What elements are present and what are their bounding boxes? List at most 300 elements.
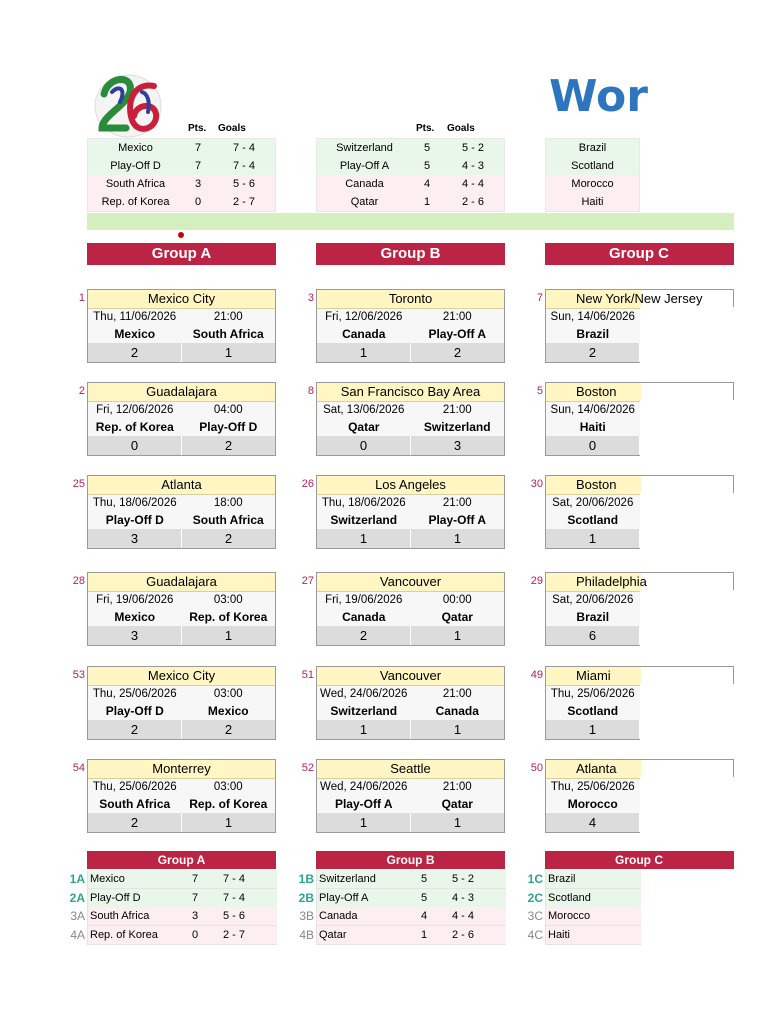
match-date: Wed, 24/06/2026 (320, 688, 408, 700)
home-score[interactable]: 2 (88, 343, 182, 362)
summary-points: 4 (421, 910, 428, 922)
match-date: Sun, 14/06/2026 (550, 311, 635, 323)
match-teams (88, 419, 275, 436)
viewport-cutoff (640, 400, 734, 456)
match-datetime (88, 779, 275, 796)
match-score (88, 720, 275, 739)
match-venue: San Francisco Bay Area (317, 383, 504, 402)
away-score[interactable]: 2 (224, 531, 233, 546)
summary-position: 4B (299, 927, 314, 942)
goals: 2 - 7 (232, 196, 255, 208)
match-card-wrap (545, 475, 734, 549)
home-team: Rep. of Korea (95, 420, 174, 434)
summary-position: 1B (298, 872, 314, 886)
match-teams (317, 796, 504, 813)
match-date: Thu, 18/06/2026 (92, 497, 177, 509)
summary-position: 2B (298, 890, 314, 905)
home-score[interactable]: 1 (317, 720, 411, 739)
match-venue: Philadelphia (546, 573, 641, 592)
match-venue: Miami (546, 667, 641, 686)
match-card[interactable] (316, 759, 505, 833)
standings-row (317, 175, 505, 193)
home-score[interactable]: 3 (88, 529, 182, 548)
standings-row (546, 193, 640, 212)
home-score[interactable]: 0 (317, 436, 411, 455)
tournament-logo (90, 72, 166, 138)
match-card[interactable] (87, 759, 276, 833)
match-score (317, 529, 504, 548)
team-name: Scotland (571, 160, 614, 172)
match-number: 5 (536, 385, 543, 397)
points: 3 (194, 178, 202, 190)
points: 4 (423, 178, 431, 190)
summary-points: 1 (421, 928, 428, 941)
match-teams (317, 609, 504, 626)
summary-row (545, 870, 641, 889)
match-card[interactable] (316, 666, 505, 740)
match-number: 25 (72, 478, 85, 490)
summary-team: Rep. of Korea (90, 928, 158, 941)
summary-goals: 4 - 4 (452, 910, 475, 922)
match-card-wrap (316, 759, 505, 833)
away-score[interactable]: 1 (224, 815, 233, 830)
match-date: Sat, 20/06/2026 (552, 594, 634, 606)
summary-row (545, 926, 641, 945)
summary-team: Switzerland (319, 873, 376, 885)
match-card-wrap (316, 289, 505, 363)
summary-team: Brazil (548, 873, 576, 885)
team-name: Haiti (581, 196, 604, 208)
summary-goals: 5 - 6 (223, 910, 246, 922)
match-score (317, 720, 504, 739)
home-team: Morocco (567, 797, 618, 811)
match-time: 21:00 (442, 311, 472, 323)
match-number: 54 (72, 762, 85, 774)
summary-row (545, 889, 641, 908)
away-score[interactable]: 2 (224, 438, 233, 453)
away-team: Canada (435, 704, 479, 718)
match-datetime (317, 686, 504, 703)
match-date: Thu, 11/06/2026 (93, 311, 177, 323)
match-datetime (88, 495, 275, 512)
summary-team: Play-Off D (90, 891, 141, 904)
team-name: Mexico (118, 142, 153, 154)
match-card[interactable] (87, 382, 276, 456)
match-score (88, 626, 275, 645)
match-score (317, 626, 504, 645)
summary-goals: 5 - 2 (452, 873, 475, 885)
goals: 5 - 6 (232, 178, 255, 190)
summary-goals: 2 - 6 (452, 928, 475, 941)
away-team: Rep. of Korea (189, 610, 268, 624)
standings-row (317, 139, 505, 158)
away-team: Switzerland (423, 420, 491, 434)
standings-row (317, 193, 505, 212)
logo-26-icon (90, 72, 166, 138)
home-score[interactable]: 1 (546, 720, 640, 739)
points: 5 (423, 142, 431, 154)
match-number: 7 (536, 292, 543, 304)
match-card-wrap (87, 759, 276, 833)
home-score[interactable]: 4 (546, 813, 640, 832)
points: 7 (194, 142, 202, 154)
match-time: 00:00 (442, 594, 472, 606)
summary-row (316, 926, 506, 945)
match-card[interactable] (87, 475, 276, 549)
standings-table-group-b (316, 138, 505, 212)
match-time: 03:00 (213, 781, 243, 793)
away-team: South Africa (192, 327, 264, 341)
summary-team: Scotland (548, 891, 591, 904)
home-team: Switzerland (330, 704, 398, 718)
match-number: 49 (530, 669, 543, 681)
match-datetime (88, 592, 275, 609)
separator-bar (87, 213, 734, 230)
match-number: 1 (78, 292, 85, 304)
summary-team: Morocco (548, 910, 591, 922)
match-score (88, 343, 275, 362)
home-score[interactable]: 2 (88, 813, 182, 832)
away-score[interactable]: 1 (224, 628, 233, 643)
match-time: 03:00 (213, 594, 243, 606)
team-name: Canada (345, 178, 384, 190)
standings-row (546, 157, 640, 175)
match-teams (317, 512, 504, 529)
home-score[interactable]: 0 (546, 436, 640, 455)
match-score (88, 529, 275, 548)
match-venue: Vancouver (317, 667, 504, 686)
match-number: 8 (307, 385, 314, 397)
match-venue: Mexico City (88, 290, 275, 309)
match-card-wrap (316, 666, 505, 740)
match-date: Sun, 14/06/2026 (550, 404, 635, 416)
standings-row (317, 157, 505, 175)
match-time: 21:00 (442, 404, 472, 416)
match-teams (88, 326, 275, 343)
match-datetime (317, 309, 504, 326)
standings-row (546, 139, 640, 158)
viewport-cutoff (640, 493, 734, 549)
match-card[interactable] (316, 289, 505, 363)
summary-row (87, 907, 277, 926)
match-score (317, 343, 504, 362)
match-venue: Vancouver (317, 573, 504, 592)
away-score[interactable]: 1 (453, 531, 462, 546)
match-datetime (88, 686, 275, 703)
match-time: 21:00 (442, 497, 472, 509)
match-datetime (317, 495, 504, 512)
match-time: 21:00 (213, 311, 243, 323)
home-score[interactable]: 2 (88, 720, 182, 739)
team-name: Morocco (571, 178, 614, 190)
summary-points: 3 (192, 910, 199, 922)
away-score[interactable]: 1 (224, 345, 233, 360)
match-teams (317, 326, 504, 343)
group-a-header: Group A (87, 243, 276, 265)
away-team: Play-Off A (428, 513, 487, 527)
standings-row (88, 193, 276, 212)
summary-row (545, 907, 641, 926)
match-venue: Monterrey (88, 760, 275, 779)
home-team: Brazil (576, 327, 610, 341)
match-datetime (88, 402, 275, 419)
match-card[interactable] (316, 382, 505, 456)
home-team: Scotland (567, 513, 619, 527)
home-score[interactable]: 0 (88, 436, 182, 455)
match-card-wrap (316, 572, 505, 646)
standings-row (88, 175, 276, 193)
match-number: 50 (530, 762, 543, 774)
summary-group-b-header: Group B (316, 851, 505, 869)
match-date: Fri, 12/06/2026 (325, 311, 403, 323)
match-number: 51 (301, 669, 314, 681)
away-team: Play-Off D (199, 420, 258, 434)
summary-points: 5 (421, 891, 428, 904)
match-venue: Guadalajara (88, 573, 275, 592)
match-card[interactable] (316, 475, 505, 549)
match-time: 03:00 (213, 688, 243, 700)
summary-team: Canada (319, 910, 358, 922)
home-team: Scotland (567, 704, 619, 718)
match-venue: Toronto (317, 290, 504, 309)
team-name: Switzerland (336, 142, 393, 154)
home-team: Qatar (348, 420, 380, 434)
goals: 4 - 3 (461, 160, 484, 172)
points: 0 (194, 196, 202, 208)
summary-position: 4C (527, 927, 543, 942)
match-date: Thu, 25/06/2026 (550, 781, 635, 793)
home-team: Brazil (576, 610, 610, 624)
home-team: Play-Off D (105, 513, 164, 527)
match-card-wrap (87, 572, 276, 646)
standings-goals-header: Goals (218, 123, 246, 134)
standings-row (546, 175, 640, 193)
match-date: Thu, 25/06/2026 (92, 781, 177, 793)
match-teams (317, 419, 504, 436)
away-team: Rep. of Korea (189, 797, 268, 811)
match-number: 30 (530, 478, 543, 490)
team-name: Rep. of Korea (101, 196, 170, 208)
home-score[interactable]: 1 (317, 529, 411, 548)
summary-points: 0 (192, 928, 199, 941)
away-team: Qatar (441, 797, 473, 811)
away-score[interactable]: 1 (453, 628, 462, 643)
summary-row (316, 870, 506, 889)
match-date: Thu, 18/06/2026 (321, 497, 406, 509)
match-datetime (88, 309, 275, 326)
standings-table-group-a (87, 138, 276, 212)
match-date: Sat, 13/06/2026 (323, 404, 405, 416)
match-date: Sat, 20/06/2026 (552, 497, 634, 509)
summary-position: 3C (527, 909, 543, 923)
match-number: 27 (301, 575, 314, 587)
match-time: 21:00 (442, 781, 472, 793)
match-date: Fri, 19/06/2026 (96, 594, 174, 606)
match-time: 04:00 (213, 404, 243, 416)
summary-group-a-header: Group A (87, 851, 276, 869)
match-teams (88, 512, 275, 529)
summary-row (316, 907, 506, 926)
summary-goals: 7 - 4 (223, 891, 246, 904)
match-date: Thu, 25/06/2026 (92, 688, 177, 700)
points: 7 (194, 160, 202, 172)
summary-row (87, 926, 277, 945)
match-venue: Atlanta (546, 760, 641, 779)
match-time: 18:00 (213, 497, 243, 509)
viewport-cutoff (640, 777, 734, 833)
match-time: 21:00 (442, 688, 472, 700)
match-venue: Boston (546, 383, 641, 402)
match-date: Wed, 24/06/2026 (320, 781, 408, 793)
viewport-cutoff (640, 590, 734, 646)
summary-position: 1A (69, 872, 85, 886)
home-score[interactable]: 1 (317, 813, 411, 832)
goals: 4 - 4 (461, 178, 484, 190)
match-teams (317, 703, 504, 720)
standings-row (88, 139, 276, 158)
match-card-wrap (316, 382, 505, 456)
summary-row (87, 889, 277, 908)
match-number: 26 (301, 478, 314, 490)
summary-points: 7 (192, 873, 199, 885)
group-c-header-label: Group C (609, 245, 669, 262)
home-team: South Africa (99, 797, 171, 811)
match-card-wrap (545, 289, 734, 363)
match-card-wrap (87, 666, 276, 740)
match-score (317, 813, 504, 832)
match-score (317, 436, 504, 455)
team-name: Brazil (578, 142, 607, 154)
match-card-wrap (545, 572, 734, 646)
away-team: South Africa (192, 513, 264, 527)
team-name: South Africa (105, 178, 166, 190)
home-score[interactable]: 1 (546, 529, 640, 548)
home-score[interactable]: 1 (317, 343, 411, 362)
match-card-wrap (87, 289, 276, 363)
match-datetime (317, 402, 504, 419)
match-card-wrap (545, 382, 734, 456)
summary-goals: 4 - 3 (452, 891, 475, 904)
match-date: Thu, 25/06/2026 (550, 688, 635, 700)
summary-team: Haiti (548, 928, 571, 941)
summary-group-c-header (545, 851, 734, 869)
team-name: Play-Off A (339, 160, 390, 172)
points: 5 (423, 160, 431, 172)
summary-goals: 2 - 7 (223, 928, 246, 941)
away-team: Qatar (441, 610, 473, 624)
match-number: 53 (72, 669, 85, 681)
match-venue: Los Angeles (317, 476, 504, 495)
match-venue: New York/New Jersey (546, 290, 641, 309)
team-name: Play-Off D (110, 160, 161, 172)
summary-position: 1C (527, 872, 543, 886)
team-name: Qatar (350, 196, 379, 208)
match-card[interactable] (87, 666, 276, 740)
summary-row (87, 870, 277, 889)
match-card-wrap (545, 666, 734, 740)
match-number: 2 (78, 385, 85, 397)
away-score[interactable]: 3 (453, 438, 462, 453)
match-score (88, 813, 275, 832)
match-number: 3 (307, 292, 314, 304)
match-venue: Mexico City (88, 667, 275, 686)
match-card[interactable] (87, 289, 276, 363)
match-number: 29 (530, 575, 543, 587)
home-team: Mexico (114, 610, 156, 624)
match-card[interactable] (316, 572, 505, 646)
standings-pts-header: Pts. (416, 123, 435, 134)
match-score (88, 436, 275, 455)
home-score[interactable]: 3 (88, 626, 182, 645)
match-number: 28 (72, 575, 85, 587)
group-c-header (545, 243, 734, 265)
home-score[interactable]: 2 (317, 626, 411, 645)
home-team: Play-Off A (334, 797, 393, 811)
page-title: Wor (549, 71, 648, 122)
home-team: Haiti (579, 420, 606, 434)
away-score[interactable]: 1 (453, 722, 462, 737)
match-venue: Guadalajara (88, 383, 275, 402)
match-venue: Atlanta (88, 476, 275, 495)
match-datetime (317, 779, 504, 796)
standings-row (88, 157, 276, 175)
home-team: Canada (342, 610, 386, 624)
summary-position: 4A (70, 927, 85, 942)
home-score[interactable]: 6 (546, 626, 640, 645)
summary-points: 5 (421, 873, 428, 885)
standings-goals-header: Goals (447, 123, 475, 134)
home-score[interactable]: 2 (546, 343, 640, 362)
match-card-wrap (316, 475, 505, 549)
standings-table-group-c (545, 138, 640, 214)
match-card[interactable] (87, 572, 276, 646)
goals: 5 - 2 (461, 142, 484, 154)
goals: 7 - 4 (232, 160, 255, 172)
goals: 2 - 6 (461, 196, 484, 208)
summary-points: 7 (192, 891, 199, 904)
summary-group-c-label: Group C (615, 853, 663, 867)
points: 1 (423, 196, 431, 208)
match-date: Fri, 19/06/2026 (325, 594, 403, 606)
summary-position: 3B (299, 909, 314, 923)
away-score[interactable]: 2 (224, 722, 233, 737)
match-venue: Seattle (317, 760, 504, 779)
summary-team: Qatar (319, 928, 347, 941)
home-team: Switzerland (330, 513, 398, 527)
summary-goals: 7 - 4 (223, 873, 246, 885)
summary-position: 2A (69, 890, 85, 905)
away-score[interactable]: 1 (453, 815, 462, 830)
summary-team: South Africa (90, 910, 150, 922)
goals: 7 - 4 (232, 142, 255, 154)
match-card-wrap (545, 759, 734, 833)
standings-pts-header: Pts. (188, 123, 207, 134)
summary-team: Mexico (90, 873, 125, 885)
match-card-wrap (87, 382, 276, 456)
match-teams (88, 703, 275, 720)
away-team: Play-Off A (428, 327, 487, 341)
home-team: Play-Off D (105, 704, 164, 718)
summary-position: 3A (70, 909, 85, 923)
summary-team: Play-Off A (319, 891, 369, 904)
match-card-wrap (87, 475, 276, 549)
away-score[interactable]: 2 (453, 345, 462, 360)
match-datetime (317, 592, 504, 609)
match-venue: Boston (546, 476, 641, 495)
away-team: Mexico (207, 704, 249, 718)
group-b-header: Group B (316, 243, 505, 265)
active-cell-marker (178, 232, 184, 238)
